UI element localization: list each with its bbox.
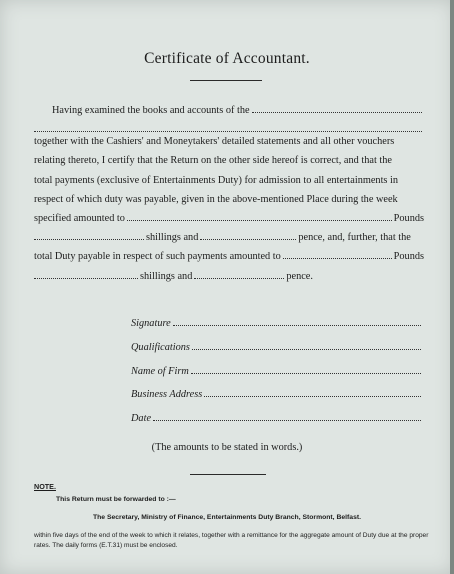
body-text-duty-pence: pence.	[286, 270, 313, 282]
page-edge	[450, 0, 454, 574]
qualifications-field[interactable]	[192, 338, 421, 350]
qualifications-label: Qualifications	[131, 341, 190, 353]
blank-payments-pounds[interactable]	[127, 209, 392, 221]
body-line-10	[34, 267, 424, 286]
firm-label: Name of Firm	[131, 365, 189, 377]
address-row	[131, 383, 423, 407]
note-separator	[190, 474, 266, 475]
body-text-duty-pounds: Pounds	[393, 251, 424, 263]
body-text-payments: total payments (exclusive of Entertainments Duty) for admission to all entertainments in	[34, 174, 399, 186]
body-text-specified: specified amounted to	[34, 213, 125, 225]
blank-payments-shillings[interactable]	[34, 228, 144, 240]
date-label: Date	[131, 413, 152, 425]
blank-accounts-of[interactable]	[252, 101, 422, 113]
body-line-1	[34, 101, 424, 120]
signature-row	[131, 312, 423, 336]
body-line-7	[34, 209, 424, 228]
note-forward-line: This Return must be forwarded to :—	[56, 496, 176, 503]
date-row	[131, 407, 423, 431]
body-text-examined: Having examined the books and accounts of the	[52, 105, 250, 116]
note-heading: NOTE.	[34, 482, 56, 491]
qualifications-row	[131, 336, 423, 360]
date-field[interactable]	[153, 409, 421, 421]
body-text-certify: relating thereto, I certify that the Return on the other side hereof is correct, and that the	[34, 155, 392, 167]
title-underline	[190, 80, 262, 81]
body-line-9	[34, 247, 424, 266]
address-field[interactable]	[204, 385, 421, 397]
blank-duty-shillings[interactable]	[34, 267, 138, 279]
body-text-duty-shillings: shillings and	[140, 270, 193, 282]
body-text-cashiers: together with the Cashiers' and Moneytakers' detailed statements and all other vouchers	[34, 136, 395, 148]
signature-label: Signature	[131, 318, 171, 329]
certificate-body	[34, 101, 424, 286]
body-text-pence-further: pence, and, further, that the	[298, 232, 411, 244]
note-body: within five days of the end of the week to which it relates, together with a remittance for the aggregate amount of Duty due at the proper rates. The daily forms (E.T.31) must be enclosed.	[34, 532, 429, 549]
note-address: The Secretary, Ministry of Finance, Entertainments Duty Branch, Stormont, Belfast.	[92, 514, 362, 521]
body-text-duty-payable: total Duty payable in respect of such payments amounted to	[34, 251, 281, 263]
body-text-pounds: Pounds	[393, 213, 424, 225]
body-line-5	[34, 171, 424, 190]
body-text-respect: respect of which duty was payable, given in the above-mentioned Place during the week	[34, 193, 398, 205]
body-line-3	[34, 132, 424, 151]
blank-accounts-continued[interactable]	[34, 120, 422, 132]
address-label: Business Address	[131, 389, 203, 401]
body-line-6	[34, 190, 424, 209]
firm-field[interactable]	[191, 362, 421, 374]
blank-payments-pence[interactable]	[200, 228, 296, 240]
firm-row	[131, 360, 423, 384]
blank-duty-pence[interactable]	[194, 267, 284, 279]
body-line-2	[34, 120, 424, 132]
body-line-4	[34, 151, 424, 170]
amounts-in-words-note: (The amounts to be stated in words.)	[151, 442, 303, 453]
signature-field[interactable]	[173, 314, 421, 326]
blank-duty-pounds[interactable]	[283, 247, 392, 259]
body-text-shillings: shillings and	[146, 232, 199, 244]
signature-block	[131, 312, 423, 431]
certificate-title: Certificate of Accountant.	[144, 50, 310, 67]
body-line-8	[34, 228, 424, 247]
